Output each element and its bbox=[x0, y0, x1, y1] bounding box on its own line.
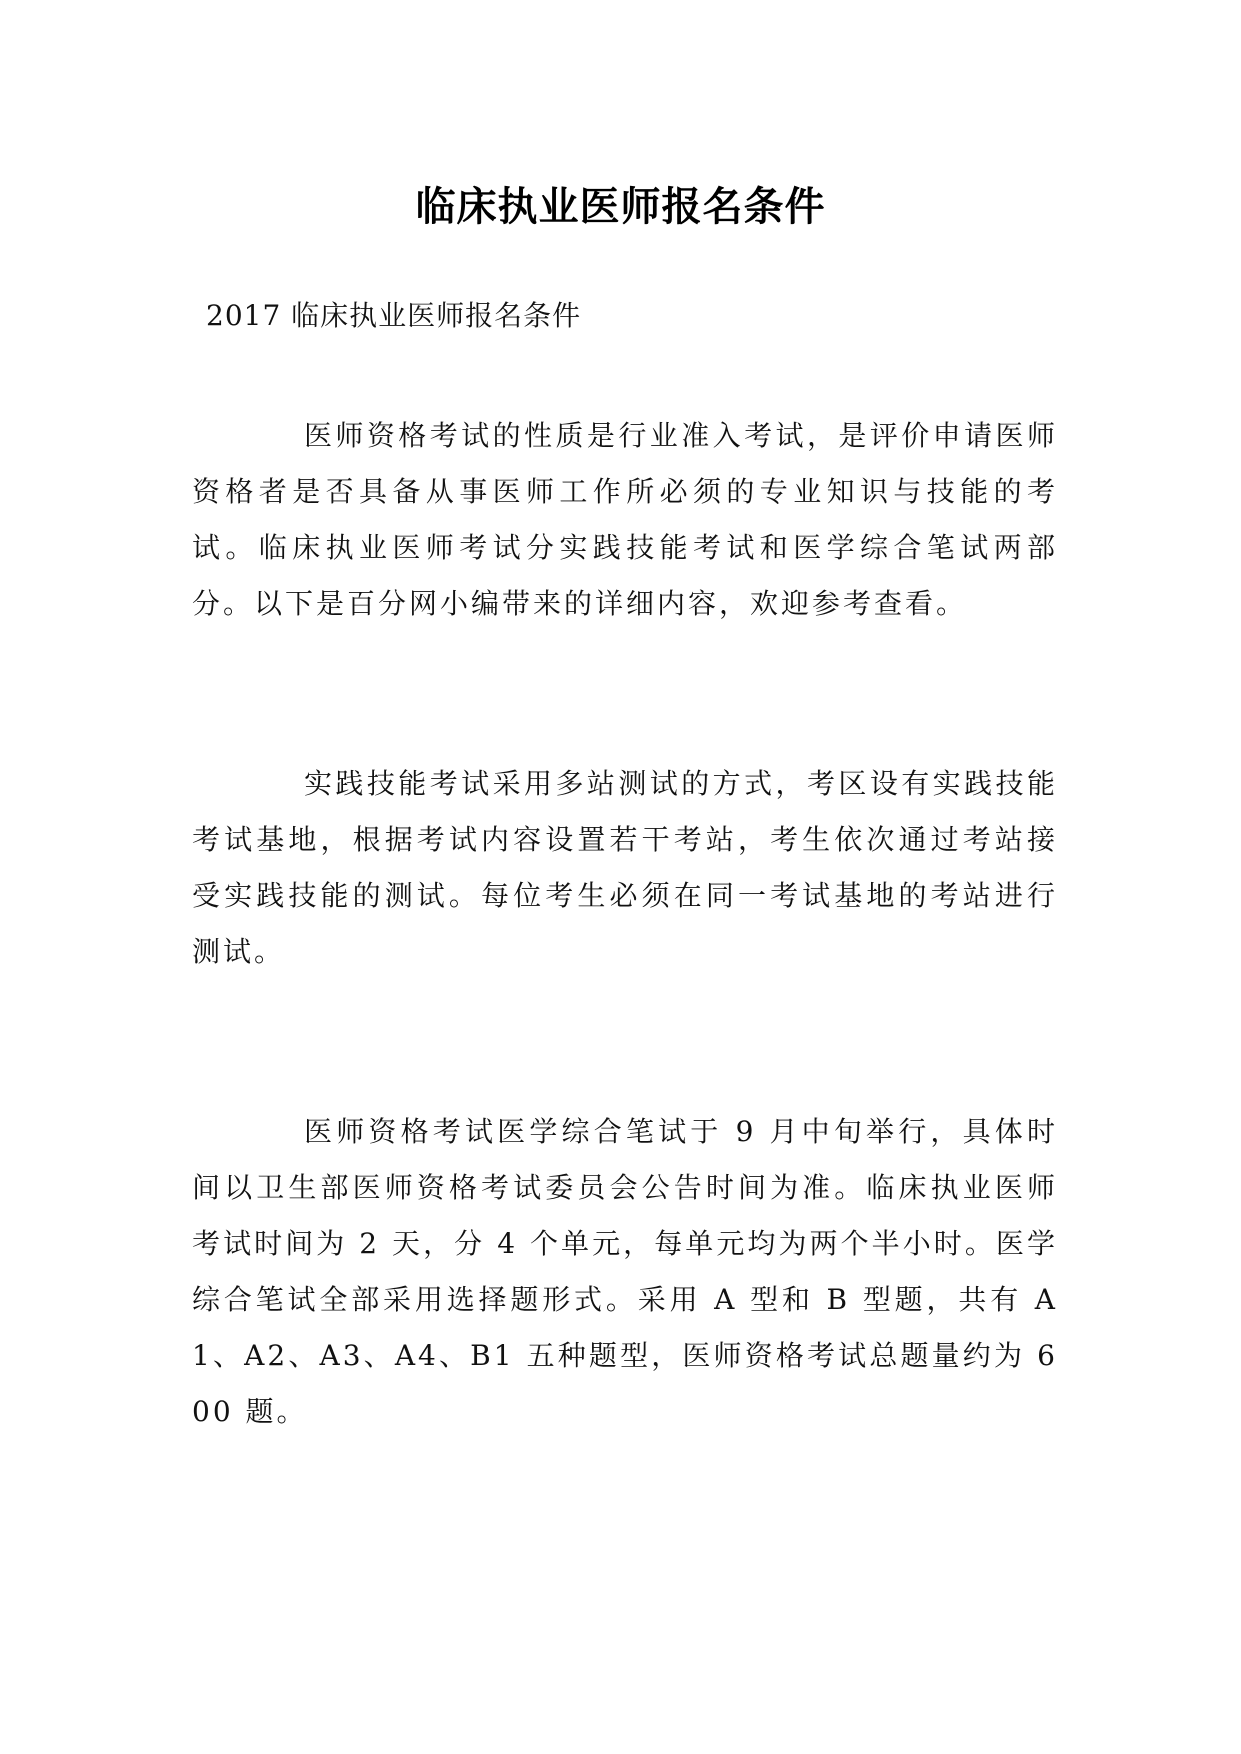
paragraph-written-exam: 医师资格考试医学综合笔试于 9 月中旬举行，具体时间以卫生部医师资格考试委员会公告时间为准。临床执业医师考试时间为 2 天，分 4 个单元，每单元均为两个半小时。医学综合笔试全部采用选择题形式。采用 A 型和 B 型题，共有 A1、A2、A3、A4、B1 五种题型，医师资格考试总题量约为 600 题。 bbox=[192, 1115, 1058, 1428]
document-subtitle: 2017 临床执业医师报名条件 bbox=[206, 299, 582, 332]
paragraph-exam-nature: 医师资格考试的性质是行业准入考试，是评价申请医师资格者是否具备从事医师工作所必须的专业知识与技能的考试。临床执业医师考试分实践技能考试和医学综合笔试两部分。以下是百分网小编带来的详细内容，欢迎参考查看。 bbox=[192, 419, 1058, 620]
page-title: 临床执业医师报名条件 bbox=[415, 183, 826, 230]
paragraph-practical-skills: 实践技能考试采用多站测试的方式，考区设有实践技能考试基地，根据考试内容设置若干考站，考生依次通过考站接受实践技能的测试。每位考生必须在同一考试基地的考站进行测试。 bbox=[192, 767, 1058, 968]
